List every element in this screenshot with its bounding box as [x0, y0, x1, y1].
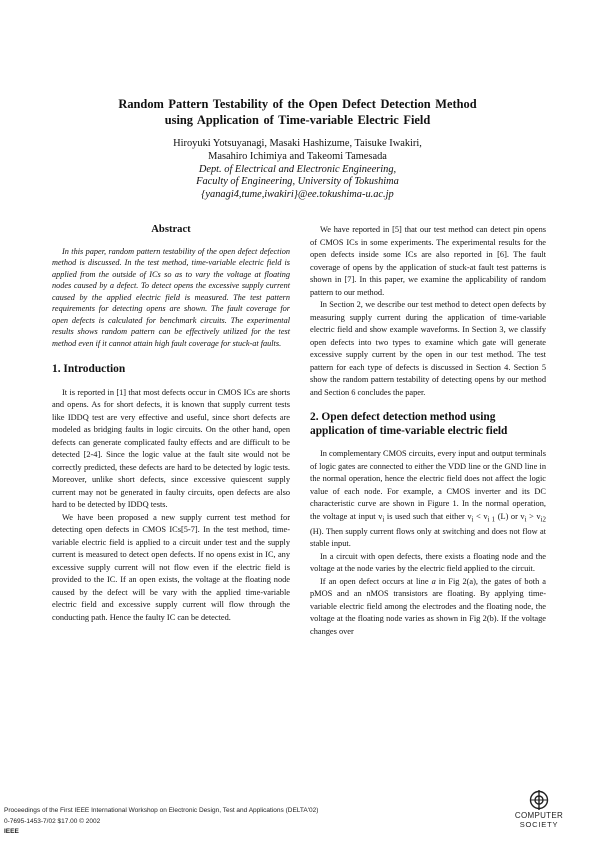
section-2-paragraph-2: In a circuit with open defects, there exists a floating node and the voltage at the node varies by the electric field applied to the circuit.: [310, 551, 546, 574]
title-line-2: using Application of Time-variable Electric Field: [164, 112, 431, 127]
right-column: [310, 224, 546, 638]
affiliation-faculty: Faculty of Engineering, University of Tokushima: [196, 176, 399, 188]
abstract-heading: Abstract: [151, 224, 191, 235]
computer-society-logo: [505, 790, 573, 829]
author-names-2: Masahiro Ichimiya and Takeomi Tamesada: [208, 150, 387, 162]
section-2-heading-line-1: 2. Open defect detection method using: [310, 411, 496, 423]
section-2-heading: [310, 411, 546, 438]
paper-title: [60, 97, 535, 128]
logo-text-computer: COMPUTER: [514, 811, 564, 820]
intro-paragraph-3: We have reported in [5] that our test method can detect pin opens of CMOS ICs in some experiments. The experimental results for the open defects inside some ICs are also reported in [6]. The fault coverage of opens by the application of stuck-at fault test patterns is shown in [7]. In this paper, we examine the applicability of random pattern to our method.: [310, 225, 546, 297]
section-1-heading: 1. Introduction: [52, 363, 126, 375]
intro-paragraph-4: In Section 2, we describe our test method to detect open defects by measuring supply current during the application of time-variable electric field and show example waveforms. In Section 3, we classify open defects into two types to examine which gate will generate excessive supply current by the open in our test method. The test pattern for each type of defects is discussed in Section 4. Section 5 show the random pattern testability of detecting opens by our method and Section 6 concludes the paper.: [310, 300, 546, 397]
title-line-1: Random Pattern Testability of the Open Defect Detection Method: [118, 97, 477, 111]
logo-text-society: SOCIETY: [519, 820, 559, 829]
section-2-heading-line-2: application of time-variable electric field: [310, 424, 508, 437]
author-block: [60, 138, 535, 202]
author-email: {yanagi4,tume,iwakiri}@ee.tokushima-u.ac.jp: [201, 189, 394, 201]
abstract-text: In this paper, random pattern testability of the open defect defection method is discussed. In the test method, time-variable electric field is applied from the outside of ICs so as to vary the voltage at floating nodes caused by a defect. To detect opens the excessive supply current caused by the applied electric field is measured. The test pattern requirements for detecting opens are shown. The fault coverage for open defects is calculated for benchmark circuits. The experimental results shows random pattern can be effectively utilized for the test method even if it cannot attain high fault coverage for stuck-at faults.: [52, 246, 290, 348]
section-2-paragraph-3: If an open defect occurs at line a in Fig 2(a), the gates of both a pMOS and an nMOS transistors are floating. By applying time-variable electric field among the electrodes and the floating node, the voltage at the floating node varies as shown in Fig 2(b). If the voltage changes over: [310, 576, 546, 636]
section-2-paragraph-1: In complementary CMOS circuits, every input and output terminals of logic gates are connected to either the VDD line or the GND line in the normal operation, hence the electric field does not affect the logic value of each node. For example, a CMOS inverter and its DC characteristic curve are shown in Figure 1. In the normal operation, the voltage at input $v_i$ is used such that either $v_i < v_{i 1}$ (L) or $v_i > v_{i2}$ (H). Then supply current flows only at switching and does not flow at stable input.: [310, 449, 546, 549]
affiliation-dept: Dept. of Electrical and Electronic Engineering,: [198, 163, 397, 175]
intro-paragraph-2: We have been proposed a new supply current test method for detecting open defects in CMOS ICs[5-7]. In the test method, time-variable electric field is applied to a circuit under test and the supply current is measured to detect open defects. If no opens exist in IC, any excessive supply current will not flow even if the electric field is provided to the IC. If an open exists, the voltage at the floating node caused by the defect will be vary with the applied time-variable electric field and excessive supply current will flow through the conducting path. Hence the faulty IC can be detected.: [52, 512, 290, 622]
footer-proceedings-line: Proceedings of the First IEEE International Workshop on Electronic Design, Test and Applications (DELTA'02): [4, 807, 319, 814]
left-column: [52, 224, 290, 624]
intro-paragraph-1: It is reported in [1] that most defects occur in CMOS ICs are shorts and opens. As for short defects, it is known that supply current tests like IDDQ test are very effective and useful, since short defects are modeled as bridging faults in logic circuits. On the other hand, open defects can generate complicated faulty effects and are difficult to be detected [2-4]. Since the logic value at the fault site would not be correctly predicted, these defects are hard to be detected by logic tests. Moreover, unlike short defects, since excessive quiescent supply current may not be generated in faulty circuits, open defects are also hard to be detected by IDDQ tests.: [52, 387, 290, 509]
proceedings-footer: [4, 806, 464, 838]
ieee-computer-society-logo-icon: [528, 790, 550, 810]
footer-copyright-line: 0-7695-1453-7/02 $17.00 © 2002 IEEE: [4, 817, 101, 835]
author-names-1: Hiroyuki Yotsuyanagi, Masaki Hashizume, Taisuke Iwakiri,: [173, 138, 422, 149]
